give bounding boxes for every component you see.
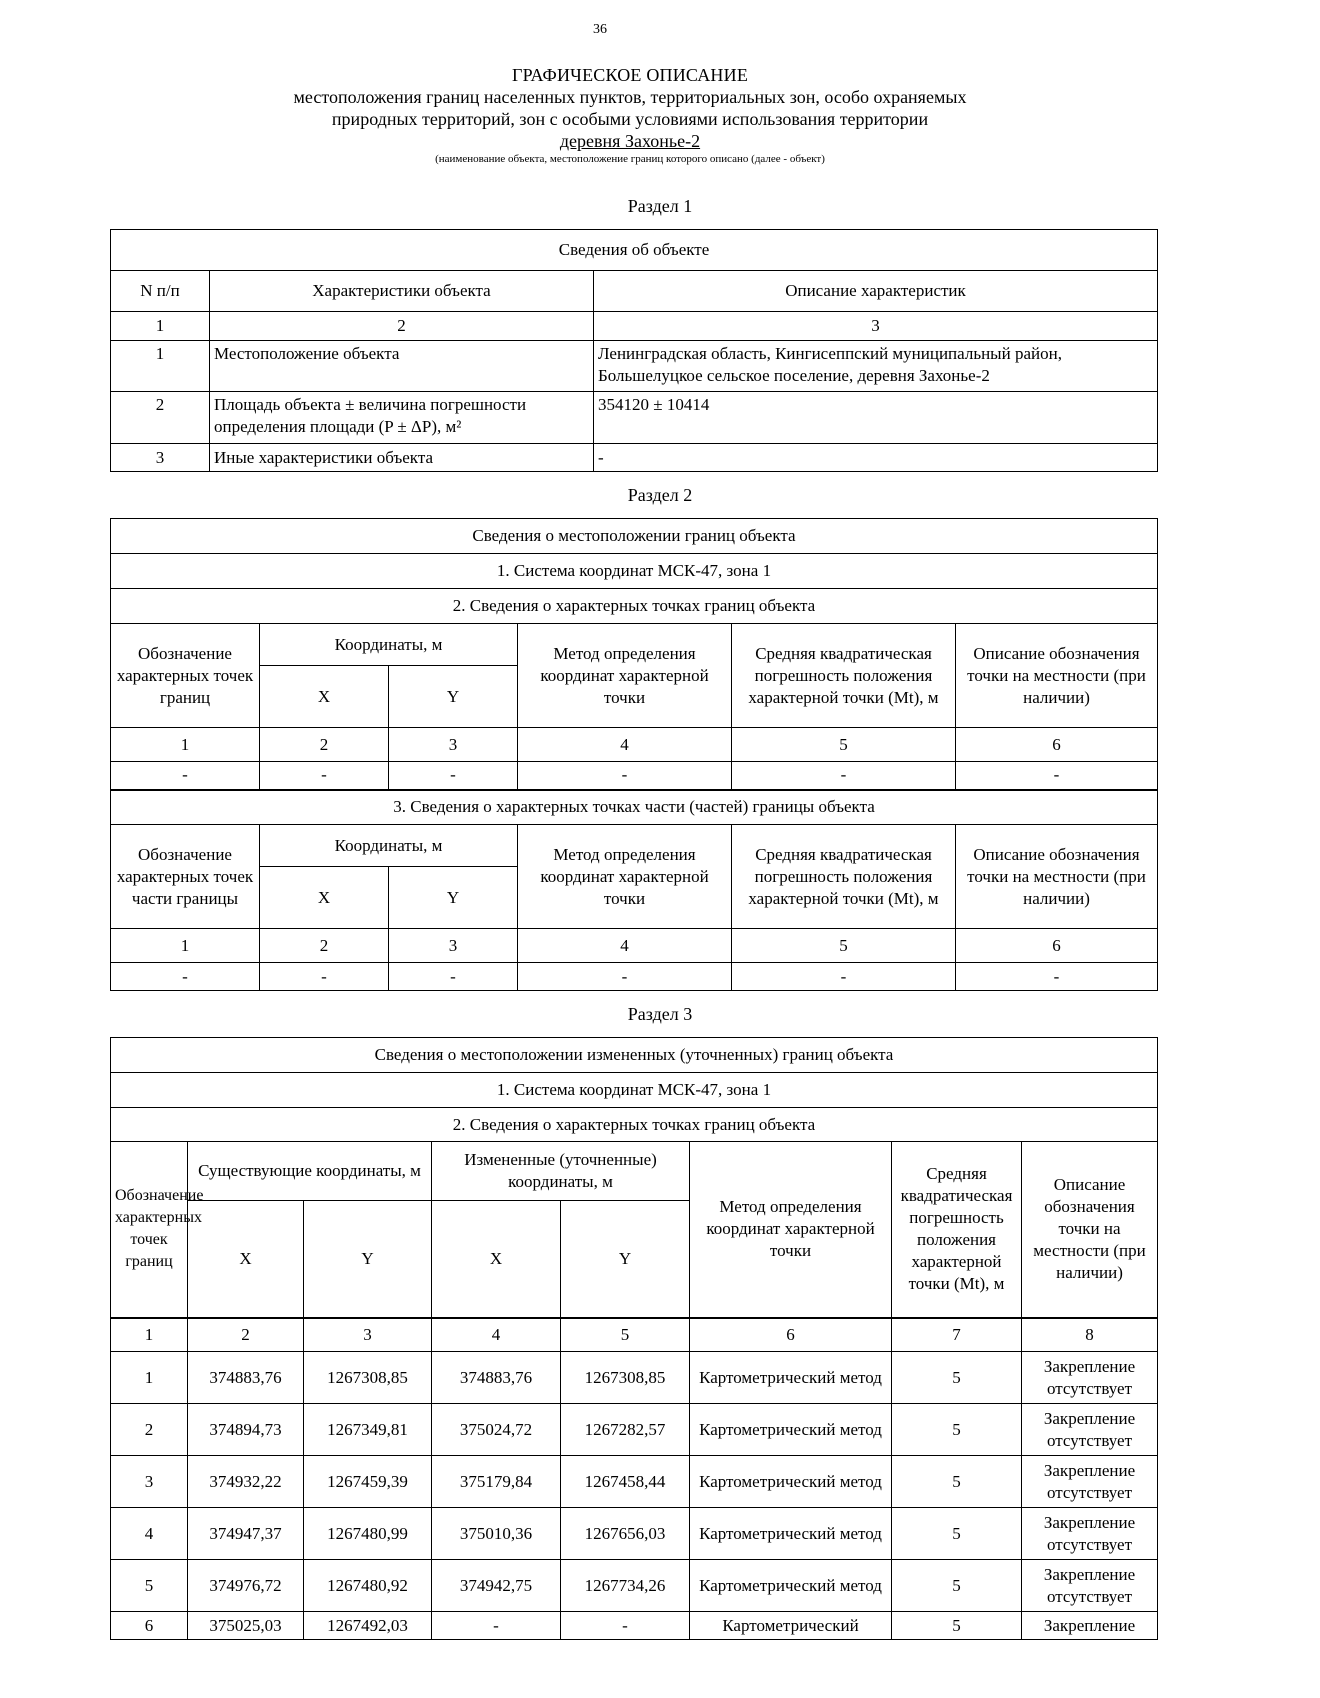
row-number: 1	[111, 341, 210, 392]
coordinate-system: 1. Система координат МСК-47, зона 1	[111, 554, 1158, 589]
changed-x: 374883,76	[432, 1352, 561, 1404]
existing-x: 374947,37	[188, 1508, 304, 1560]
table-row	[111, 1352, 1158, 1404]
table-row	[111, 762, 1158, 790]
col-number: 1	[111, 728, 260, 762]
section1-table	[110, 229, 1158, 472]
existing-y: 1267308,85	[304, 1352, 432, 1404]
points-title: 2. Сведения о характерных точках границ объекта	[111, 589, 1158, 624]
error-mt: 5	[892, 1560, 1022, 1612]
section1-table-title: Сведения об объекте	[111, 230, 1158, 271]
col-number: 4	[518, 728, 732, 762]
point-description: Закрепление отсутствует	[1022, 1404, 1158, 1456]
header-x: X	[260, 666, 389, 728]
point-number: 5	[111, 1560, 188, 1612]
section3-label: Раздел 3	[627, 1004, 693, 1024]
header-x: X	[260, 867, 389, 929]
method: Картометрический метод	[690, 1560, 892, 1612]
col-number: 6	[956, 728, 1158, 762]
header-designation: Обозначение характерных точек границ	[111, 624, 260, 728]
row-value: Ленинградская область, Кингисеппский муниципальный район, Большелуцкое сельское поселение, деревня Захонье-2	[594, 341, 1158, 392]
row-characteristic: Местоположение объекта	[210, 341, 594, 392]
row-value: 354120 ± 10414	[594, 392, 1158, 444]
object-name: деревня Захонье-2	[559, 131, 701, 151]
header-existing-coordinates: Существующие координаты, м	[188, 1142, 432, 1201]
section2-table-title: Сведения о местоположении границ объекта	[111, 519, 1158, 554]
empty-cell: -	[518, 762, 732, 790]
col-number: 5	[732, 929, 956, 963]
changed-y: 1267282,57	[561, 1404, 690, 1456]
changed-y: -	[561, 1612, 690, 1640]
changed-y: 1267308,85	[561, 1352, 690, 1404]
changed-x: -	[432, 1612, 561, 1640]
empty-cell: -	[389, 762, 518, 790]
col-number: 3	[389, 929, 518, 963]
header-error: Средняя квадратическая погрешность положения характерной точки (Mt), м	[732, 825, 956, 929]
row-value: -	[594, 444, 1158, 472]
header-coordinates: Координаты, м	[260, 624, 518, 666]
empty-cell: -	[956, 762, 1158, 790]
empty-cell: -	[111, 762, 260, 790]
existing-y: 1267480,99	[304, 1508, 432, 1560]
empty-cell: -	[956, 963, 1158, 991]
col-number: 5	[732, 728, 956, 762]
header-point-description: Описание обозначения точки на местности (при наличии)	[956, 624, 1158, 728]
header-description: Описание характеристик	[594, 271, 1158, 312]
table-row	[111, 1404, 1158, 1456]
row-characteristic: Иные характеристики объекта	[210, 444, 594, 472]
table-row	[111, 1560, 1158, 1612]
header-designation: Обозначение характерных точек границ	[111, 1142, 188, 1318]
existing-y: 1267349,81	[304, 1404, 432, 1456]
header-point-description: Описание обозначения точки на местности (при наличии)	[1022, 1142, 1158, 1318]
header-existing-x: X	[188, 1201, 304, 1318]
method: Картометрический метод	[690, 1456, 892, 1508]
col-number: 3	[594, 312, 1158, 341]
document-subtitle-line2: природных территорий, зон с особыми условиями использования территории	[331, 109, 929, 129]
header-point-description: Описание обозначения точки на местности (при наличии)	[956, 825, 1158, 929]
existing-x: 375025,03	[188, 1612, 304, 1640]
changed-y: 1267458,44	[561, 1456, 690, 1508]
points-title: 2. Сведения о характерных точках границ объекта	[111, 1108, 1158, 1142]
header-y: Y	[389, 666, 518, 728]
section3-table-title: Сведения о местоположении измененных (уточненных) границ объекта	[111, 1038, 1158, 1073]
table-row	[111, 1456, 1158, 1508]
point-description: Закрепление	[1022, 1612, 1158, 1640]
empty-cell: -	[732, 963, 956, 991]
point-number: 1	[111, 1352, 188, 1404]
point-description: Закрепление отсутствует	[1022, 1352, 1158, 1404]
header-coordinates: Координаты, м	[260, 825, 518, 867]
coordinate-system: 1. Система координат МСК-47, зона 1	[111, 1073, 1158, 1108]
row-number: 3	[111, 444, 210, 472]
row-characteristic: Площадь объекта ± величина погрешности определения площади (P ± ΔP), м²	[210, 392, 594, 444]
row-number: 2	[111, 392, 210, 444]
point-description: Закрепление отсутствует	[1022, 1456, 1158, 1508]
header-method: Метод определения координат характерной точки	[518, 624, 732, 728]
parts-title: 3. Сведения о характерных точках части (частей) границы объекта	[111, 790, 1158, 825]
changed-x: 375024,72	[432, 1404, 561, 1456]
document-subtitle-line1: местоположения границ населенных пунктов, территориальных зон, особо охраняемых	[293, 87, 967, 107]
section3-table	[110, 1037, 1158, 1640]
page-number: 36	[593, 22, 607, 37]
col-number: 1	[111, 312, 210, 341]
document-title: ГРАФИЧЕСКОЕ ОПИСАНИЕ	[511, 65, 749, 85]
header-characteristic: Характеристики объекта	[210, 271, 594, 312]
changed-x: 375179,84	[432, 1456, 561, 1508]
existing-y: 1267480,92	[304, 1560, 432, 1612]
document-header	[0, 64, 1260, 166]
point-description: Закрепление отсутствует	[1022, 1508, 1158, 1560]
col-number: 8	[1022, 1318, 1158, 1352]
point-number: 3	[111, 1456, 188, 1508]
table-row	[111, 963, 1158, 991]
error-mt: 5	[892, 1612, 1022, 1640]
method: Картометрический метод	[690, 1508, 892, 1560]
table-row	[111, 444, 1158, 472]
col-number: 5	[561, 1318, 690, 1352]
point-number: 2	[111, 1404, 188, 1456]
header-error: Средняя квадратическая погрешность положения характерной точки (Mt), м	[892, 1142, 1022, 1318]
existing-x: 374976,72	[188, 1560, 304, 1612]
header-changed-x: X	[432, 1201, 561, 1318]
existing-x: 374883,76	[188, 1352, 304, 1404]
header-existing-y: Y	[304, 1201, 432, 1318]
point-description: Закрепление отсутствует	[1022, 1560, 1158, 1612]
point-number: 6	[111, 1612, 188, 1640]
error-mt: 5	[892, 1404, 1022, 1456]
header-y: Y	[389, 867, 518, 929]
existing-x: 374894,73	[188, 1404, 304, 1456]
empty-cell: -	[260, 762, 389, 790]
table-row	[111, 1612, 1158, 1640]
col-number: 3	[389, 728, 518, 762]
existing-y: 1267459,39	[304, 1456, 432, 1508]
col-number: 6	[956, 929, 1158, 963]
col-number: 2	[260, 929, 389, 963]
col-number: 1	[111, 1318, 188, 1352]
changed-y: 1267734,26	[561, 1560, 690, 1612]
header-method: Метод определения координат характерной точки	[518, 825, 732, 929]
table-row	[111, 341, 1158, 392]
existing-x: 374932,22	[188, 1456, 304, 1508]
col-number: 3	[304, 1318, 432, 1352]
section2-label: Раздел 2	[627, 485, 693, 505]
col-number: 4	[518, 929, 732, 963]
table-row	[111, 1508, 1158, 1560]
col-number: 4	[432, 1318, 561, 1352]
header-designation-parts: Обозначение характерных точек части границы	[111, 825, 260, 929]
method: Картометрический метод	[690, 1352, 892, 1404]
changed-y: 1267656,03	[561, 1508, 690, 1560]
error-mt: 5	[892, 1508, 1022, 1560]
point-number: 4	[111, 1508, 188, 1560]
empty-cell: -	[260, 963, 389, 991]
object-name-note: (наименование объекта, местоположение границ которого описано (далее - объект)	[435, 153, 825, 165]
section1-label: Раздел 1	[627, 196, 693, 216]
section2-table	[110, 518, 1158, 991]
header-method: Метод определения координат характерной точки	[690, 1142, 892, 1318]
header-changed-y: Y	[561, 1201, 690, 1318]
empty-cell: -	[732, 762, 956, 790]
table-row	[111, 392, 1158, 444]
col-number: 6	[690, 1318, 892, 1352]
changed-x: 374942,75	[432, 1560, 561, 1612]
empty-cell: -	[518, 963, 732, 991]
changed-x: 375010,36	[432, 1508, 561, 1560]
existing-y: 1267492,03	[304, 1612, 432, 1640]
col-number: 7	[892, 1318, 1022, 1352]
col-number: 2	[260, 728, 389, 762]
header-n: N п/п	[111, 271, 210, 312]
col-number: 2	[210, 312, 594, 341]
empty-cell: -	[389, 963, 518, 991]
method: Картометрический	[690, 1612, 892, 1640]
empty-cell: -	[111, 963, 260, 991]
col-number: 2	[188, 1318, 304, 1352]
header-error: Средняя квадратическая погрешность положения характерной точки (Mt), м	[732, 624, 956, 728]
error-mt: 5	[892, 1456, 1022, 1508]
method: Картометрический метод	[690, 1404, 892, 1456]
header-changed-coordinates: Измененные (уточненные) координаты, м	[432, 1142, 690, 1201]
col-number: 1	[111, 929, 260, 963]
error-mt: 5	[892, 1352, 1022, 1404]
